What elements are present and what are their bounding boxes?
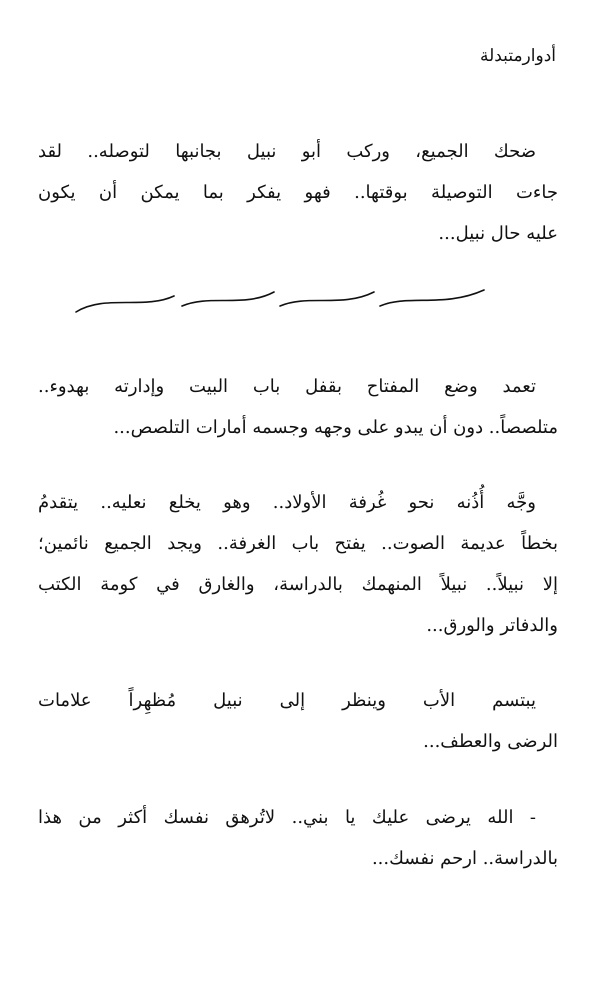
paragraph-5 xyxy=(38,797,558,879)
paragraph-1 xyxy=(38,131,558,254)
wave-stroke xyxy=(280,292,374,306)
paragraph-3 xyxy=(38,482,558,646)
dialogue-line: - الله يرضى عليك يا بني.. لاتُرهق نفسك أكثر من هذا xyxy=(38,807,536,828)
paragraph-line: الرضى والعطف... xyxy=(423,731,558,752)
wave-stroke xyxy=(76,296,174,312)
paragraph-line: إلا نبيلاً.. نبيلاً المنهمك بالدراسة، والغارق في كومة الكتب xyxy=(38,574,558,595)
paragraph-line: جاءت التوصيلة بوقتها.. فهو يفكر بما يمكن أن يكون xyxy=(38,182,558,203)
wave-stroke xyxy=(182,292,274,306)
wave-divider xyxy=(74,284,488,318)
wave-divider-graphic xyxy=(74,284,488,318)
wave-stroke xyxy=(380,290,484,306)
paragraph-2 xyxy=(38,366,558,448)
paragraph-4 xyxy=(38,680,558,762)
paragraph-line: يبتسم الأب وينظر إلى نبيل مُظهِراً علامات xyxy=(38,690,536,711)
dialogue-line: بالدراسة.. ارحم نفسك... xyxy=(371,848,558,869)
paragraph-line: والدفاتر والورق... xyxy=(426,615,558,636)
paragraph-line: متلصصاً.. دون أن يبدو على وجهه وجسمه أمارات التلصص... xyxy=(113,417,558,438)
page-header-title: أدوارمتبدلة xyxy=(479,46,556,66)
paragraph-line: بخطاً عديمة الصوت.. يفتح باب الغرفة.. ويجد الجميع نائمين؛ xyxy=(38,533,558,554)
paragraph-line: تعمد وضع المفتاح بقفل باب البيت وإدارته بهدوء.. xyxy=(38,376,536,397)
paragraph-line: عليه حال نبيل... xyxy=(438,223,558,244)
paragraph-line: وجَّه أُذُنه نحو غُرفة الأولاد.. وهو يخلع نعليه.. يتقدمُ xyxy=(38,492,536,513)
paragraph-line: ضحك الجميع، وركب أبو نبيل بجانبها لتوصله.. لقد xyxy=(38,141,536,162)
